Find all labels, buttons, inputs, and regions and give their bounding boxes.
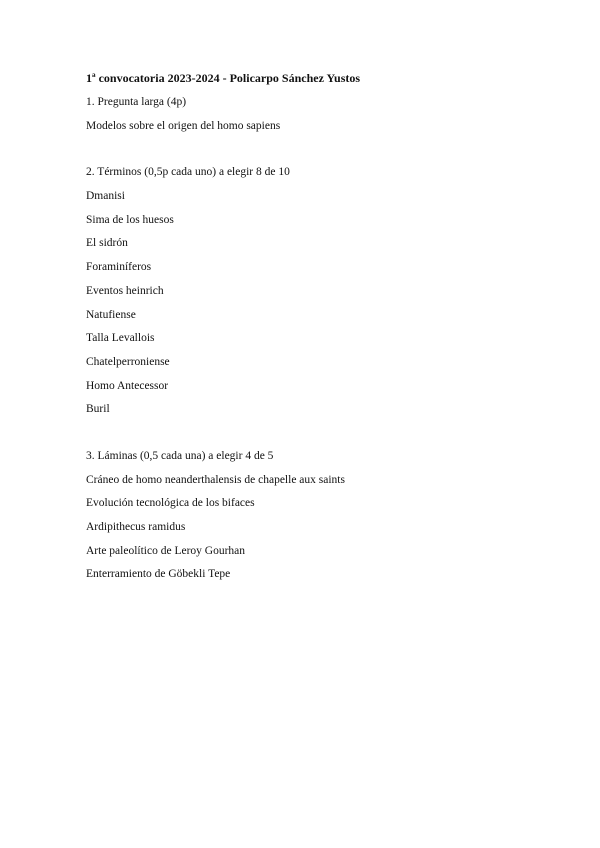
plate-item: Evolución tecnológica de los bifaces [86, 497, 255, 510]
document-page [86, 70, 566, 590]
term-item: Chatelperroniense [86, 355, 170, 368]
document-title: 1ª convocatoria 2023-2024 - Policarpo Sánchez Yustos [86, 71, 361, 85]
term-item: Buril [86, 403, 110, 416]
term-item: Sima de los huesos [86, 213, 174, 226]
term-item: El sidrón [86, 237, 128, 250]
section-2-heading: 2. Términos (0,5p cada uno) a elegir 8 de 10 [86, 166, 290, 179]
section-spacer [86, 425, 566, 448]
plate-item: Arte paleolítico de Leroy Gourhan [86, 544, 246, 557]
section-1-heading: 1. Pregunta larga (4p) [86, 96, 187, 108]
plate-item: Enterramiento de Göbekli Tepe [86, 568, 231, 581]
plate-item: Cráneo de homo neanderthalensis de chapelle aux saints [86, 473, 345, 486]
section-spacer [86, 141, 566, 164]
term-item: Natufiense [86, 308, 136, 321]
section-1-item: Modelos sobre el origen del homo sapiens [86, 119, 281, 132]
plate-item: Ardipithecus ramidus [86, 521, 186, 533]
term-item: Dmanisi [86, 190, 125, 203]
term-item: Talla Levallois [86, 332, 155, 345]
term-item: Foraminíferos [86, 261, 152, 274]
term-item: Homo Antecessor [86, 379, 169, 392]
term-item: Eventos heinrich [86, 284, 164, 297]
section-3-heading: 3. Láminas (0,5 cada una) a elegir 4 de 5 [86, 449, 274, 462]
